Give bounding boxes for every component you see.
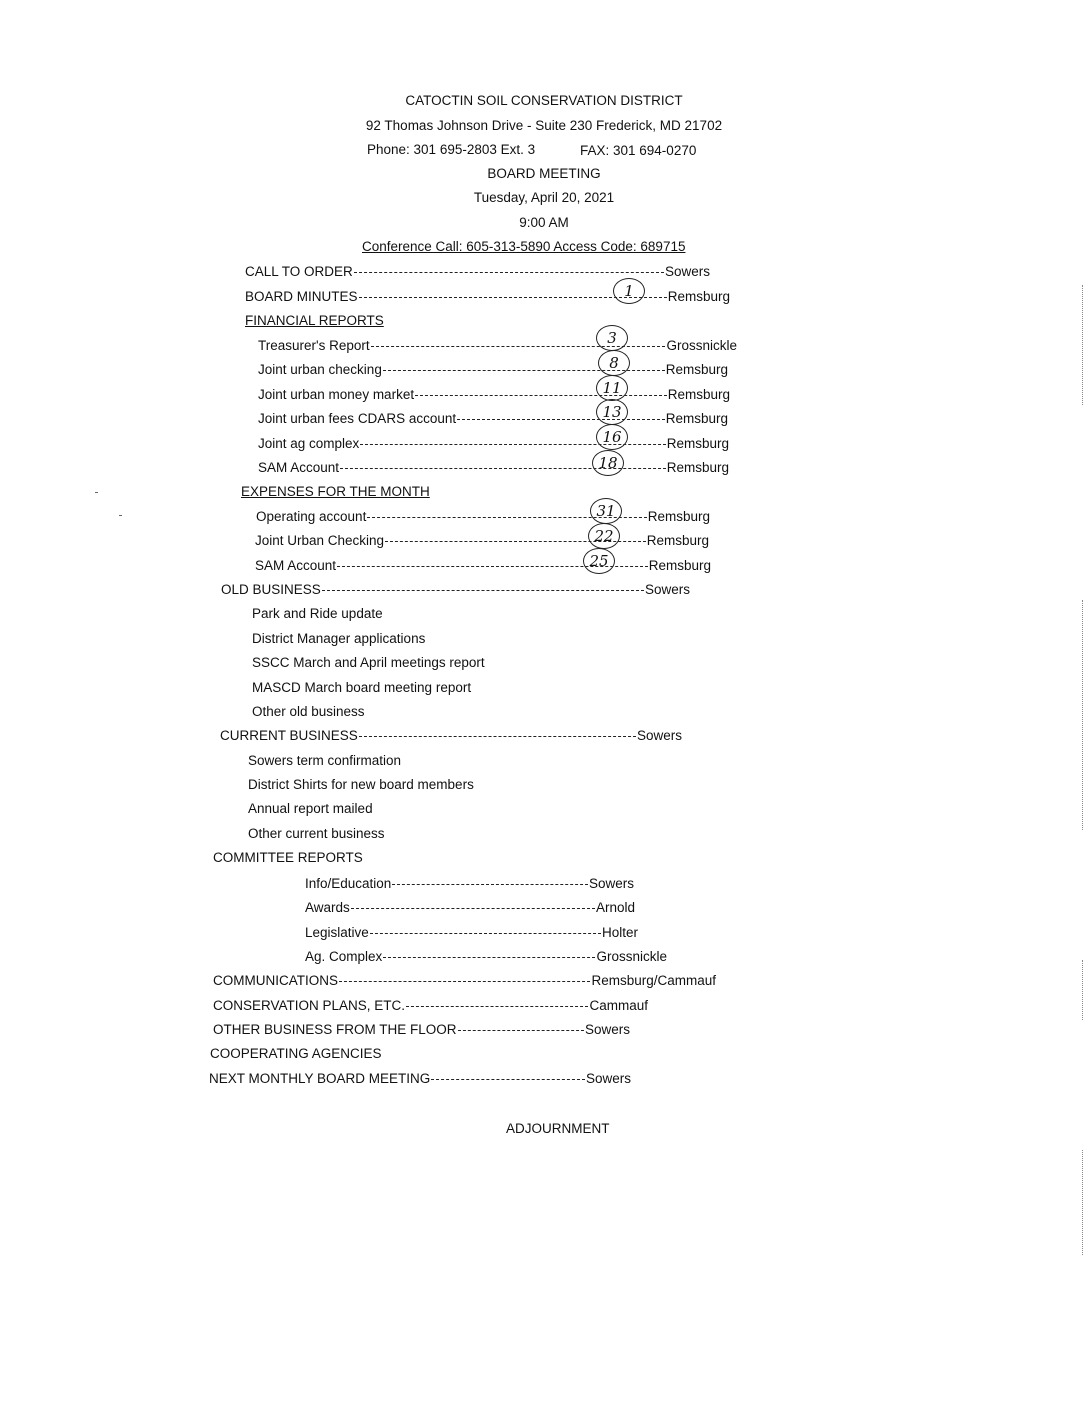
agenda-current-business bbox=[220, 728, 682, 743]
conference-call: Conference Call: 605-313-5890 Access Code: 689715 bbox=[362, 239, 686, 254]
leader-line bbox=[457, 419, 665, 420]
page-number-circle: 8 bbox=[598, 350, 630, 376]
agenda-presenter: Sowers bbox=[584, 1022, 630, 1037]
agenda-label: Operating account bbox=[256, 509, 367, 524]
scan-speck bbox=[119, 515, 122, 516]
agenda-presenter: Remsburg bbox=[666, 436, 729, 451]
agenda-label: COMMUNICATIONS bbox=[213, 973, 338, 988]
agenda-board-minutes bbox=[245, 289, 730, 304]
agenda-label: Joint Urban Checking bbox=[255, 533, 385, 548]
scan-edge-mark bbox=[1082, 285, 1084, 405]
leader-line bbox=[431, 1079, 585, 1080]
leader-line bbox=[406, 1006, 588, 1007]
financial-item bbox=[258, 460, 729, 475]
agenda-presenter: Sowers bbox=[636, 728, 682, 743]
page-number-circle: 18 bbox=[592, 450, 624, 476]
agenda-label: BOARD MINUTES bbox=[245, 289, 358, 304]
agenda-label: OLD BUSINESS bbox=[221, 582, 321, 597]
agenda-presenter: Holter bbox=[601, 925, 638, 940]
page-number-circle: 1 bbox=[613, 278, 645, 304]
agenda-presenter: Remsburg bbox=[646, 533, 709, 548]
financial-item bbox=[258, 338, 737, 353]
scan-speck bbox=[95, 492, 98, 493]
agenda-presenter: Remsburg bbox=[665, 362, 728, 377]
meeting-time: 9:00 AM bbox=[519, 215, 569, 230]
committee-reports-heading: COMMITTEE REPORTS bbox=[213, 850, 363, 865]
current-business-item: Other current business bbox=[248, 826, 385, 841]
old-business-item: MASCD March board meeting report bbox=[252, 680, 472, 695]
committee-item bbox=[305, 925, 638, 940]
agenda-label: Joint ag complex bbox=[258, 436, 360, 451]
scan-edge-mark bbox=[1082, 600, 1084, 830]
agenda-label: Legislative bbox=[305, 925, 369, 940]
agenda-presenter: Remsburg bbox=[648, 558, 711, 573]
financial-item bbox=[258, 362, 728, 377]
agenda-other-business bbox=[213, 1022, 630, 1037]
agenda-communications bbox=[213, 973, 716, 988]
page-number-circle: 11 bbox=[596, 375, 628, 401]
agenda-label: Info/Education bbox=[305, 876, 392, 891]
expense-item bbox=[255, 558, 711, 573]
committee-item bbox=[305, 949, 667, 964]
cooperating-agencies: COOPERATING AGENCIES bbox=[210, 1046, 382, 1061]
agenda-label: NEXT MONTHLY BOARD MEETING bbox=[209, 1071, 431, 1086]
leader-line bbox=[359, 736, 636, 737]
expense-item bbox=[256, 509, 710, 524]
adjournment: ADJOURNMENT bbox=[506, 1121, 610, 1136]
agenda-label: Ag. Complex bbox=[305, 949, 383, 964]
agenda-presenter: Remsburg bbox=[667, 289, 730, 304]
page-number-circle: 25 bbox=[583, 548, 615, 574]
scan-edge-mark bbox=[1082, 1150, 1084, 1255]
old-business-item: District Manager applications bbox=[252, 631, 426, 646]
leader-line bbox=[370, 933, 601, 934]
page-number-circle: 16 bbox=[596, 424, 628, 450]
meeting-title: BOARD MEETING bbox=[487, 166, 601, 181]
old-business-item: SSCC March and April meetings report bbox=[252, 655, 485, 670]
old-business-item: Park and Ride update bbox=[252, 606, 383, 621]
leader-line bbox=[383, 957, 595, 958]
agenda-label: OTHER BUSINESS FROM THE FLOOR bbox=[213, 1022, 457, 1037]
fax: FAX: 301 694-0270 bbox=[580, 143, 697, 158]
agenda-presenter: Cammauf bbox=[589, 998, 648, 1013]
agenda-presenter: Sowers bbox=[588, 876, 634, 891]
agenda-label: Treasurer's Report bbox=[258, 338, 370, 353]
phone: Phone: 301 695-2803 Ext. 3 bbox=[367, 142, 536, 157]
agenda-presenter: Grossnickle bbox=[666, 338, 737, 353]
agenda-label: Joint urban checking bbox=[258, 362, 382, 377]
agenda-old-business bbox=[221, 582, 690, 597]
current-business-item: Annual report mailed bbox=[248, 801, 373, 816]
agenda-conservation-plans bbox=[213, 998, 648, 1013]
expenses-heading: EXPENSES FOR THE MONTH bbox=[241, 484, 430, 499]
page-number-circle: 3 bbox=[596, 325, 628, 351]
agenda-label: CONSERVATION PLANS, ETC. bbox=[213, 998, 406, 1013]
old-business-item: Other old business bbox=[252, 704, 365, 719]
financial-item bbox=[258, 436, 729, 451]
financial-item bbox=[258, 411, 728, 426]
agenda-presenter: Remsburg/Cammauf bbox=[591, 973, 716, 988]
agenda-label: CALL TO ORDER bbox=[245, 264, 353, 279]
leader-line bbox=[322, 590, 644, 591]
agenda-label: SAM Account bbox=[255, 558, 337, 573]
agenda-presenter: Remsburg bbox=[665, 411, 728, 426]
page-number-circle: 31 bbox=[590, 498, 622, 524]
leader-line bbox=[392, 884, 588, 885]
leader-line bbox=[351, 908, 595, 909]
current-business-item: Sowers term confirmation bbox=[248, 753, 402, 768]
agenda-next-meeting bbox=[209, 1071, 631, 1086]
financial-item bbox=[258, 387, 730, 402]
leader-line bbox=[458, 1030, 584, 1031]
meeting-date: Tuesday, April 20, 2021 bbox=[473, 190, 615, 205]
agenda-presenter: Sowers bbox=[644, 582, 690, 597]
agenda-presenter: Remsburg bbox=[667, 387, 730, 402]
agenda-presenter: Remsburg bbox=[666, 460, 729, 475]
address: 92 Thomas Johnson Drive - Suite 230 Frederick, MD 21702 bbox=[365, 118, 723, 133]
committee-item bbox=[305, 876, 634, 891]
committee-item bbox=[305, 900, 635, 915]
page-number-circle: 22 bbox=[588, 523, 620, 549]
agenda-presenter: Remsburg bbox=[647, 509, 710, 524]
current-business-item: District Shirts for new board members bbox=[248, 777, 474, 792]
leader-line bbox=[339, 981, 590, 982]
leader-line bbox=[354, 272, 664, 273]
agenda-presenter: Arnold bbox=[595, 900, 635, 915]
leader-line bbox=[415, 395, 667, 396]
expense-item bbox=[255, 533, 709, 548]
agenda-label: CURRENT BUSINESS bbox=[220, 728, 358, 743]
page-number-circle: 13 bbox=[596, 399, 628, 425]
agenda-presenter: Sowers bbox=[664, 264, 710, 279]
agenda-presenter: Grossnickle bbox=[596, 949, 667, 964]
scan-edge-mark bbox=[1082, 960, 1084, 1020]
agenda-label: SAM Account bbox=[258, 460, 340, 475]
agenda-presenter: Sowers bbox=[585, 1071, 631, 1086]
financial-reports-heading: FINANCIAL REPORTS bbox=[245, 313, 384, 328]
org-name: CATOCTIN SOIL CONSERVATION DISTRICT bbox=[405, 93, 683, 108]
agenda-label: Joint urban fees CDARS account bbox=[258, 411, 457, 426]
agenda-label: Joint urban money market bbox=[258, 387, 415, 402]
agenda-label: Awards bbox=[305, 900, 350, 915]
agenda-call-to-order bbox=[245, 264, 710, 279]
